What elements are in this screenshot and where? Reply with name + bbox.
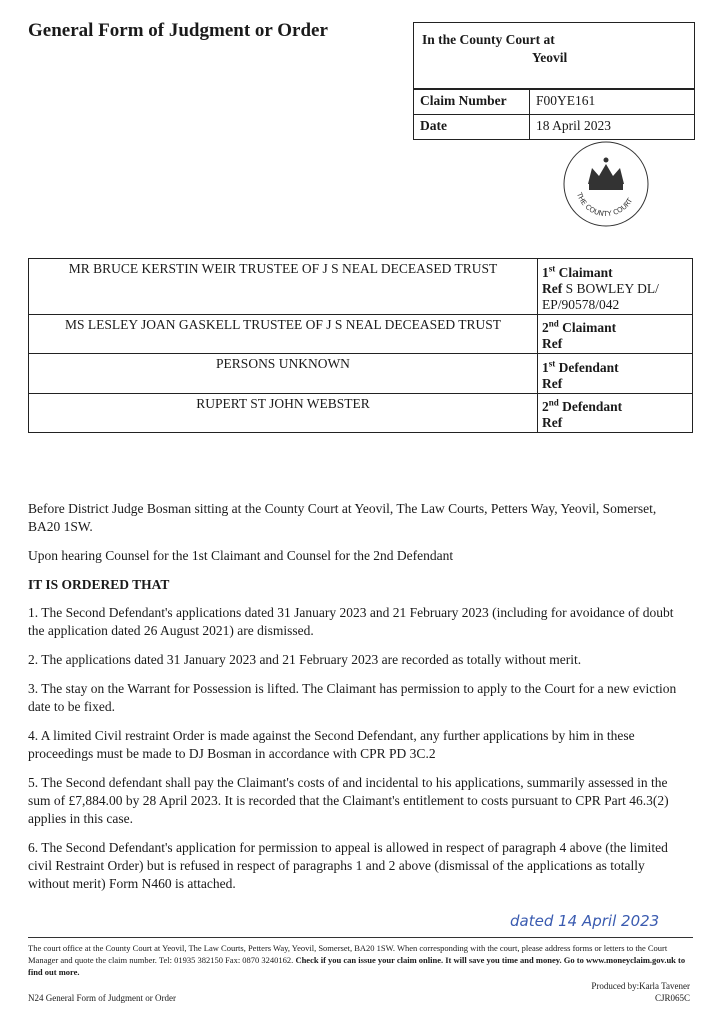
handwritten-date-note: dated 14 April 2023 (510, 912, 660, 930)
order-item: 3. The stay on the Warrant for Possession is lifted. The Claimant has permission to apply to the Court for a new eviction date to be fixed. (28, 681, 677, 714)
court-info-box (413, 22, 695, 140)
claim-number-value: F00YE161 (536, 93, 596, 108)
date-row (414, 114, 694, 139)
order-body (28, 500, 688, 904)
order-item: 6. The Second Defendant's application for permission to appeal is allowed in respect of paragraph 4 above (the limited civil Restraint Order) but is refused in respect of paragraphs 1 and 2 above (dismissal of the applications as totally without merit) Form N460 is attached. (28, 840, 668, 891)
footer-online-notice: Check if you can issue your claim online. It will save you time and money. Go to www.moneyclaim.gov.uk to find out more. (28, 955, 686, 977)
party-role: 2nd Defendant Ref (538, 393, 693, 433)
ordered-heading: IT IS ORDERED THAT (28, 577, 170, 592)
party-ref-value: S BOWLEY DL/ EP/90578/042 (542, 280, 659, 312)
order-item: 1. The Second Defendant's applications dated 31 January 2023 and 21 February 2023 (including for avoidance of doubt the application dated 26 August 2021) are dismissed. (28, 605, 674, 638)
page-title: General Form of Judgment or Order (28, 20, 328, 41)
party-row (29, 393, 693, 433)
claim-number-row (414, 89, 694, 114)
svg-text:THE COUNTY COURT: THE COUNTY COURT (574, 191, 635, 219)
court-name (414, 23, 694, 89)
party-row (29, 259, 693, 315)
footer-court-office (28, 942, 693, 978)
court-name-line2: Yeovil (532, 50, 568, 65)
court-name-line1: In the County Court at (422, 32, 555, 47)
order-item: 2. The applications dated 31 January 2023 and 21 February 2023 are recorded as totally without merit. (28, 652, 582, 667)
parties-table (28, 258, 693, 433)
party-role: 1st Defendant Ref (538, 354, 693, 394)
produced-by (560, 980, 690, 1004)
produced-code: CJR065C (654, 993, 690, 1003)
date-value: 18 April 2023 (536, 118, 612, 133)
party-role: 2nd Claimant Ref (538, 314, 693, 354)
before-paragraph: Before District Judge Bosman sitting at the County Court at Yeovil, The Law Courts, Petters Way, Yeovil, Somerset, BA20 1SW. (28, 501, 657, 534)
date-label: Date (414, 115, 530, 139)
produced-by-name: Produced by:Karla Tavener (591, 981, 690, 991)
footer-address: The court office at the County Court at Yeovil, The Law Courts, Petters Way, Yeovil, Somerset, BA20 1SW. When corresponding with the court, please address forms or letters to the Court Manager and quote the claim number. Tel: 01935 382150 Fax: 0870 3240162. (28, 943, 668, 965)
party-role: 1st Claimant Ref S BOWLEY DL/ EP/90578/042 (538, 259, 693, 315)
party-name: MR BRUCE KERSTIN WEIR TRUSTEE OF J S NEAL DECEASED TRUST (29, 259, 538, 315)
party-name: MS LESLEY JOAN GASKELL TRUSTEE OF J S NEAL DECEASED TRUST (29, 314, 538, 354)
party-name: RUPERT ST JOHN WEBSTER (29, 393, 538, 433)
party-row (29, 314, 693, 354)
order-item: 4. A limited Civil restraint Order is made against the Second Defendant, any further applications by him in these proceedings must be made to DJ Bosman in accordance with CPR PD 3C.2 (28, 728, 635, 761)
upon-paragraph: Upon hearing Counsel for the 1st Claimant and Counsel for the 2nd Defendant (28, 548, 454, 563)
court-seal-icon (562, 140, 650, 228)
party-row (29, 354, 693, 394)
footer-divider (28, 937, 693, 938)
claim-number-label: Claim Number (414, 90, 530, 114)
party-name: PERSONS UNKNOWN (29, 354, 538, 394)
order-item: 5. The Second defendant shall pay the Claimant's costs of and incidental to his applications, summarily assessed in the sum of £7,884.00 by 28 April 2023. It is recorded that the Claimant's entitlement to costs pursuant to CPR Part 46.3(2) applies in this case. (28, 775, 669, 826)
form-code: N24 General Form of Judgment or Order (28, 993, 176, 1003)
